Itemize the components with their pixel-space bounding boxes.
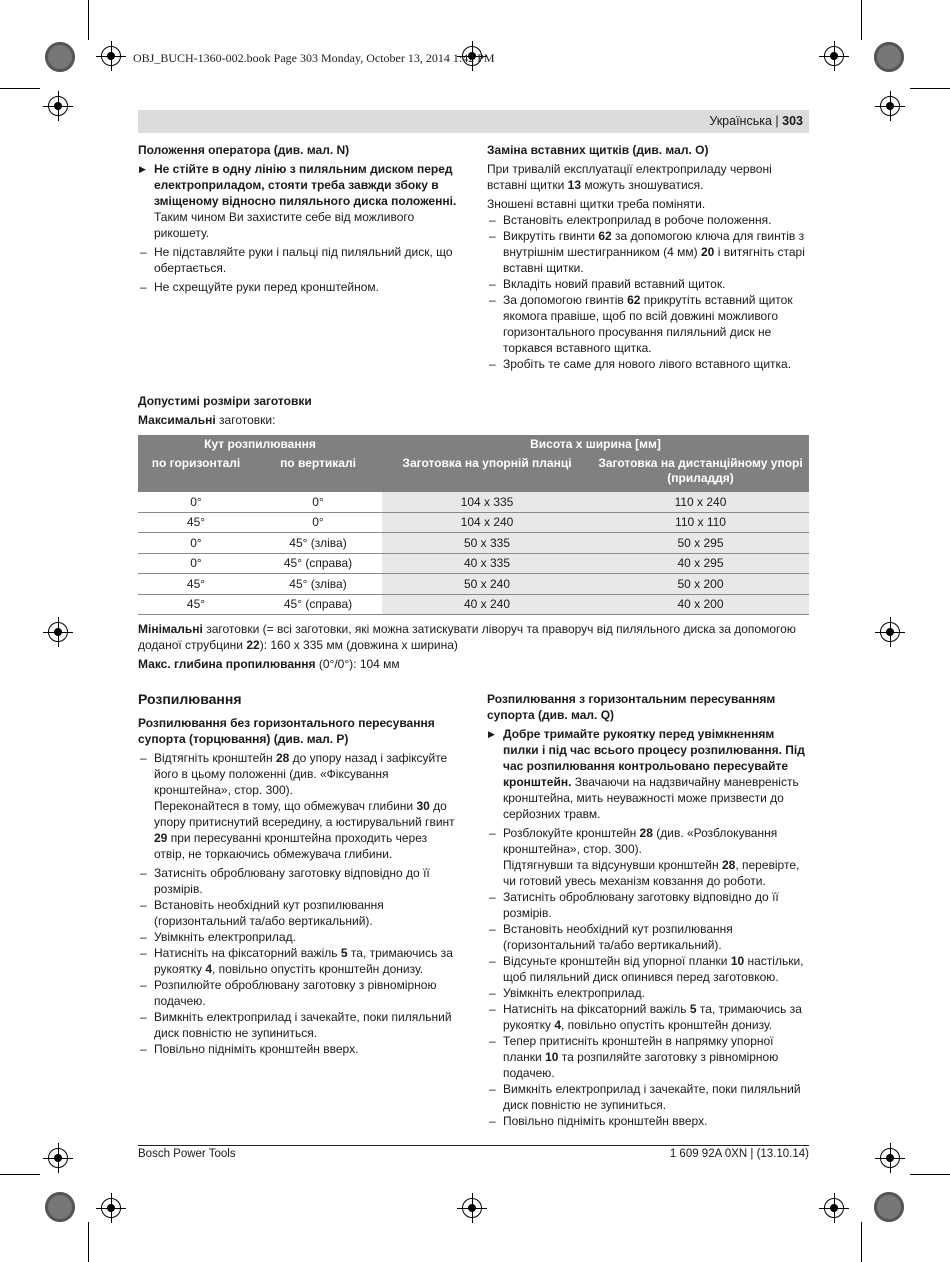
- color-disk-icon: [45, 1192, 75, 1222]
- list-item: – Розблокуйте кронштейн 28 (див. «Розблокування кронштейна», стор. 300). Підтягнувши та відсунувши кронштейн 28, перевірте, чи готовий увесь механізм ковзання до роботи.: [487, 825, 809, 889]
- color-disk-icon: [45, 42, 75, 72]
- table-row: 45° 45° (справа) 40 x 240 40 x 200: [138, 594, 809, 615]
- table-header-angle: Кут розпилювання: [138, 435, 382, 454]
- list-item: – Відтягніть кронштейн 28 до упору назад і зафіксуйте його в цьому положенні (див. «Фіксування кронштейна», стор. 300). Переконайтеся в тому, що обмежувач глибини 30 до упору притиснутий всередину, а юстирувальний гвинт 29 при пересуванні кронштейна проходить через отвір, не торкаючись обмежувача глибини.: [138, 750, 460, 862]
- registration-mark-icon: [48, 96, 68, 116]
- list-item: – Зробіть те саме для нового лівого вставного щитка.: [487, 356, 809, 372]
- list-item: – Відсуньте кронштейн від упорної планки 10 настільки, щоб пиляльний диск опинився перед заготовкою.: [487, 953, 809, 985]
- list-item: – Натисніть на фіксаторний важіль 5 та, тримаючись за рукоятку 4, повільно опустіть кронштейн донизу.: [487, 1001, 809, 1033]
- operator-section: [138, 142, 460, 295]
- list-item: – Вимкніть електроприлад і зачекайте, поки пиляльний диск повністю не зупиниться.: [138, 1009, 460, 1041]
- warning-item: ▶ Добре тримайте рукоятку перед увімкненням пилки і під час всього процесу розпилювання. Під час розпилювання контрольовано пересувайте кронштейн. Звачаючи на надзвичайну маневреність кронштейна, мить неуважності може призвести до серйозних травм.: [487, 726, 809, 822]
- table-row: 0° 0° 104 x 335 110 x 240: [138, 492, 809, 512]
- list-item: – Встановіть необхідний кут розпилювання (горизонтальний та/або вертикальний).: [138, 897, 460, 929]
- table-row: 0° 45° (справа) 40 x 335 40 x 295: [138, 553, 809, 574]
- list-item: – Встановіть необхідний кут розпилювання (горизонтальний та/або вертикальний).: [487, 921, 809, 953]
- list-item: – Встановіть електроприлад в робоче положення.: [487, 212, 809, 228]
- operator-heading: Положення оператора (див. мал. N): [138, 143, 350, 157]
- list-item: – Увімкніть електроприлад.: [487, 985, 809, 1001]
- list-item: – Вимкніть електроприлад і зачекайте, поки пиляльний диск повністю не зупиниться.: [487, 1081, 809, 1113]
- paragraph: При тривалій експлуатації електроприладу червоні вставні щитки 13 можуть зношуватися.: [487, 162, 772, 192]
- registration-mark-icon: [880, 1148, 900, 1168]
- header-language: Українська: [709, 114, 772, 128]
- registration-mark-icon: [101, 1198, 121, 1218]
- list-item: – Викрутіть гвинти 62 за допомогою ключа для гвинтів з внутрішнім шестигранником (4 мм) 20 і витягніть старі вставні щитки.: [487, 228, 809, 276]
- color-disk-icon: [874, 1192, 904, 1222]
- page-header: [138, 110, 809, 133]
- footer-code: 1 609 92A 0XN | (13.10.14): [669, 1148, 809, 1160]
- list-item: – Вкладіть новий правий вставний щиток.: [487, 276, 809, 292]
- horizontal-heading: Розпилювання з горизонтальним пересуванням супорта (див. мал. Q): [487, 692, 776, 722]
- inserts-section: [487, 142, 809, 372]
- inserts-heading: Заміна вставних щитків (див. мал. O): [487, 143, 709, 157]
- table-header-fence: Заготовка на упорній планці: [382, 454, 592, 492]
- sawing-title: Розпилювання: [138, 691, 242, 707]
- table-row: 45° 0° 104 x 240 110 x 110: [138, 512, 809, 533]
- table-header-spacer: Заготовка на дистанційному упорі (приладдя): [592, 454, 809, 492]
- registration-mark-icon: [101, 46, 121, 66]
- list-item: – Увімкніть електроприлад.: [138, 929, 460, 945]
- registration-mark-icon: [880, 96, 900, 116]
- registration-mark-icon: [462, 1198, 482, 1218]
- min-caption: Мінімальні заготовки (= всі заготовки, які можна затискувати ліворуч та праворуч від пиляльного диска за допомогою доданої струбцини 22): 160 x 335 мм (довжина x ширина): [138, 622, 796, 652]
- warning-item: ▶ Не стійте в одну лінію з пиляльним диском перед електроприладом, стояти треба завжди збоку в зміщеному відносно пиляльного диска положенні. Таким чином Ви захистите себе від можливого рикошету.: [138, 161, 460, 241]
- table-header-dims: Висота x ширина [мм]: [382, 435, 809, 454]
- table-row: 45° 45° (зліва) 50 x 240 50 x 200: [138, 574, 809, 595]
- workpiece-size-table: [138, 435, 809, 615]
- max-caption: Максимальні заготовки:: [138, 413, 276, 427]
- list-item: – Не схрещуйте руки перед кронштейном.: [138, 279, 460, 295]
- sizes-notes: [138, 621, 809, 672]
- list-item: – За допомогою гвинтів 62 прикрутіть вставний щиток якомога правіше, щоб по всій довжині можливого горизонтального просування пиляльний диск не торкався вставного щитка.: [487, 292, 809, 356]
- registration-mark-icon: [824, 1198, 844, 1218]
- list-item: – Тепер притисніть кронштейн в напрямку упорної планки 10 та розпиляйте заготовку з рівномірною подачею.: [487, 1033, 809, 1081]
- header-separator: |: [775, 114, 779, 128]
- sizes-section-heading: [138, 393, 809, 428]
- table-row: 0° 45° (зліва) 50 x 335 50 x 295: [138, 533, 809, 554]
- footer-rule: [138, 1145, 809, 1146]
- list-item: – Не підставляйте руки і пальці під пиляльний диск, що обертається.: [138, 244, 460, 276]
- registration-mark-icon: [824, 46, 844, 66]
- registration-mark-icon: [880, 622, 900, 642]
- sawing-subheading: Розпилювання без горизонтального пересування супорта (торцювання) (див. мал. P): [138, 716, 435, 746]
- horizontal-sawing-section: [487, 691, 809, 1129]
- sawing-section: [138, 691, 460, 1057]
- list-item: – Натисніть на фіксаторний важіль 5 та, тримаючись за рукоятку 4, повільно опустіть кронштейн донизу.: [138, 945, 460, 977]
- list-item: – Затисніть оброблювану заготовку відповідно до її розмірів.: [138, 865, 460, 897]
- table-header-vertical: по вертикалі: [254, 454, 382, 492]
- list-item: – Повільно підніміть кронштейн вверх.: [138, 1041, 460, 1057]
- list-item: – Затисніть оброблювану заготовку відповідно до її розмірів.: [487, 889, 809, 921]
- sizes-heading: Допустимі розміри заготовки: [138, 394, 312, 408]
- list-item: – Розпилюйте оброблювану заготовку з рівномірною подачею.: [138, 977, 460, 1009]
- footer-brand: Bosch Power Tools: [138, 1148, 236, 1160]
- book-slug: OBJ_BUCH-1360-002.book Page 303 Monday, October 13, 2014 1:42 PM: [133, 51, 495, 65]
- list-item: – Повільно підніміть кронштейн вверх.: [487, 1113, 809, 1129]
- table-header-horizontal: по горизонталі: [138, 454, 254, 492]
- registration-mark-icon: [48, 622, 68, 642]
- registration-mark-icon: [48, 1148, 68, 1168]
- color-disk-icon: [874, 42, 904, 72]
- page-number: 303: [782, 114, 803, 128]
- depth-caption: Макс. глибина пропилювання (0°/0°): 104 мм: [138, 657, 400, 671]
- paragraph: Зношені вставні щитки треба поміняти.: [487, 197, 706, 211]
